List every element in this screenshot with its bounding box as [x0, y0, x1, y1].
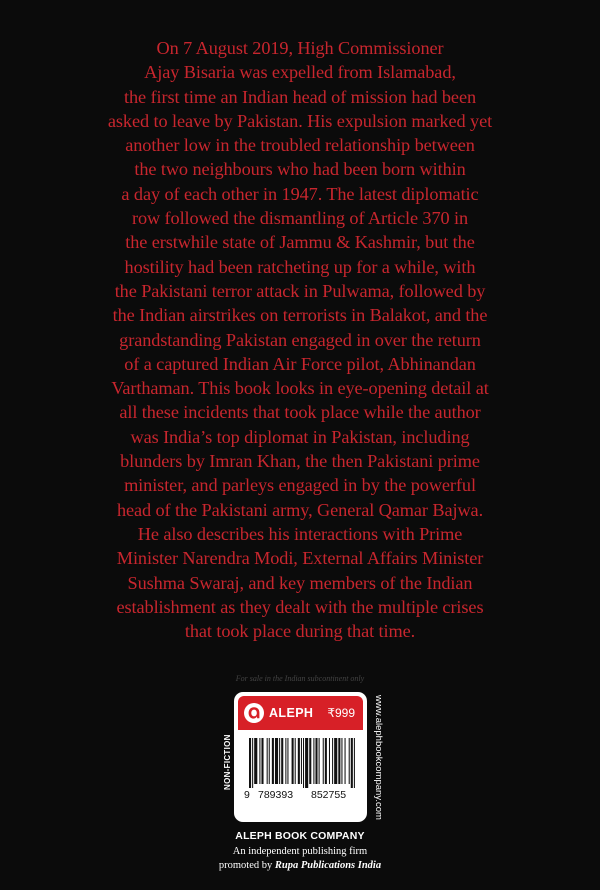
blurb-line: Sushma Swaraj, and key members of the Indian — [127, 572, 473, 593]
barcode-bar — [341, 738, 342, 784]
barcode-bar — [279, 738, 280, 784]
blurb-line: minister, and parleys engaged in by the powerful — [124, 475, 476, 496]
blurb-line: the Pakistani terror attack in Pulwama, followed by — [114, 280, 486, 301]
isbn-digit-group: 9 — [244, 789, 250, 801]
price-band — [238, 696, 363, 730]
barcode-bar — [259, 738, 260, 784]
blurb-line: all these incidents that took place while the author — [119, 402, 481, 423]
aleph-logo-icon — [244, 703, 264, 723]
barcode-bar — [313, 738, 314, 784]
blurb-line: of a captured Indian Air Force pilot, Abhinandan — [124, 353, 476, 374]
barcode-bar — [329, 738, 330, 784]
barcode-bar — [275, 738, 278, 784]
blurb-line: the erstwhile state of Jammu & Kashmir, but the — [125, 232, 475, 253]
back-cover-blurb — [30, 36, 570, 643]
barcode-bar — [303, 738, 304, 788]
barcode-bar — [301, 738, 302, 784]
publisher-tagline — [0, 845, 600, 873]
blurb-line: was India’s top diplomat in Pakistan, including — [130, 426, 470, 447]
barcode-bar — [338, 738, 340, 784]
barcode-bar — [345, 738, 346, 784]
barcode-bar — [287, 738, 288, 784]
barcode-bar — [292, 738, 294, 784]
tagline-line — [0, 859, 600, 873]
blurb-line: row followed the dismantling of Article 370 in — [131, 208, 469, 229]
blurb-line: that took place during that time. — [184, 621, 416, 642]
barcode-bar — [281, 738, 283, 784]
barcode-bar — [295, 738, 296, 784]
blurb-line: He also describes his interactions with Prime — [137, 523, 463, 544]
isbn-digit-group: 789393 — [258, 789, 294, 801]
tagline-line: An independent publishing firm — [232, 846, 368, 857]
blurb-line: another low in the troubled relationship between — [125, 135, 475, 156]
barcode-bar — [349, 738, 350, 784]
barcode-bar — [267, 738, 268, 784]
category-label: NON-FICTION — [223, 734, 232, 790]
barcode-bar — [305, 738, 308, 788]
brand-name: ALEPH — [269, 706, 314, 720]
barcode-bar — [315, 738, 317, 784]
barcode-bar — [309, 738, 311, 784]
barcode-bar — [269, 738, 270, 784]
barcode-bar — [319, 738, 320, 784]
barcode-bar — [254, 738, 257, 784]
publisher-name: ALEPH BOOK COMPANY — [235, 830, 365, 842]
blurb-line: grandstanding Pakistan engaged in over the return — [119, 329, 481, 350]
barcode-bar — [334, 738, 337, 784]
isbn-barcode — [249, 738, 357, 788]
blurb-line: the first time an Indian head of mission had been — [124, 86, 476, 107]
barcode-bar — [323, 738, 324, 784]
blurb-line: On 7 August 2019, High Commissioner — [156, 38, 444, 58]
barcode-bar — [285, 738, 286, 784]
tagline-prefix: promoted by — [218, 860, 273, 871]
blurb-line: a day of each other in 1947. The latest diplomatic — [121, 183, 479, 204]
isbn-digit-group: 852755 — [311, 789, 347, 801]
barcode-bar — [249, 738, 251, 788]
promoter-name: Rupa Publications India — [274, 860, 382, 871]
blurb-line: head of the Pakistani army, General Qamar Bajwa. — [116, 499, 484, 520]
price-barcode-label — [234, 692, 367, 822]
blurb-line: hostility had been ratcheting up for a while, with — [124, 256, 476, 277]
blurb-line: the Indian airstrikes on terrorists in Balakot, and the — [112, 305, 488, 326]
barcode-bar — [252, 738, 253, 788]
blurb-line: blunders by Imran Khan, the then Pakistani prime — [120, 451, 480, 472]
barcode-bar — [332, 738, 333, 784]
publisher-website: www.alephbookcompany.com — [373, 695, 384, 820]
barcode-bar — [298, 738, 300, 784]
blurb-line: Ajay Bisaria was expelled from Islamabad, — [144, 62, 456, 83]
blurb-line: Minister Narendra Modi, External Affairs Minister — [116, 548, 484, 569]
barcode-bar — [261, 738, 263, 784]
blurb-line: asked to leave by Pakistan. His expulsion marked yet — [107, 110, 493, 131]
barcode-bar — [272, 738, 274, 784]
barcode-bar — [354, 738, 355, 788]
blurb-line: Varthaman. This book looks in eye-opening detail at — [111, 378, 489, 399]
blurb-line: the two neighbours who had been born within — [134, 159, 466, 180]
barcode-bar — [351, 738, 353, 788]
barcode-bar — [325, 738, 327, 784]
sale-region-note: For sale in the Indian subcontinent only — [235, 674, 365, 683]
price: ₹999 — [327, 706, 355, 720]
blurb-line: establishment as they dealt with the multiple crises — [116, 596, 484, 617]
